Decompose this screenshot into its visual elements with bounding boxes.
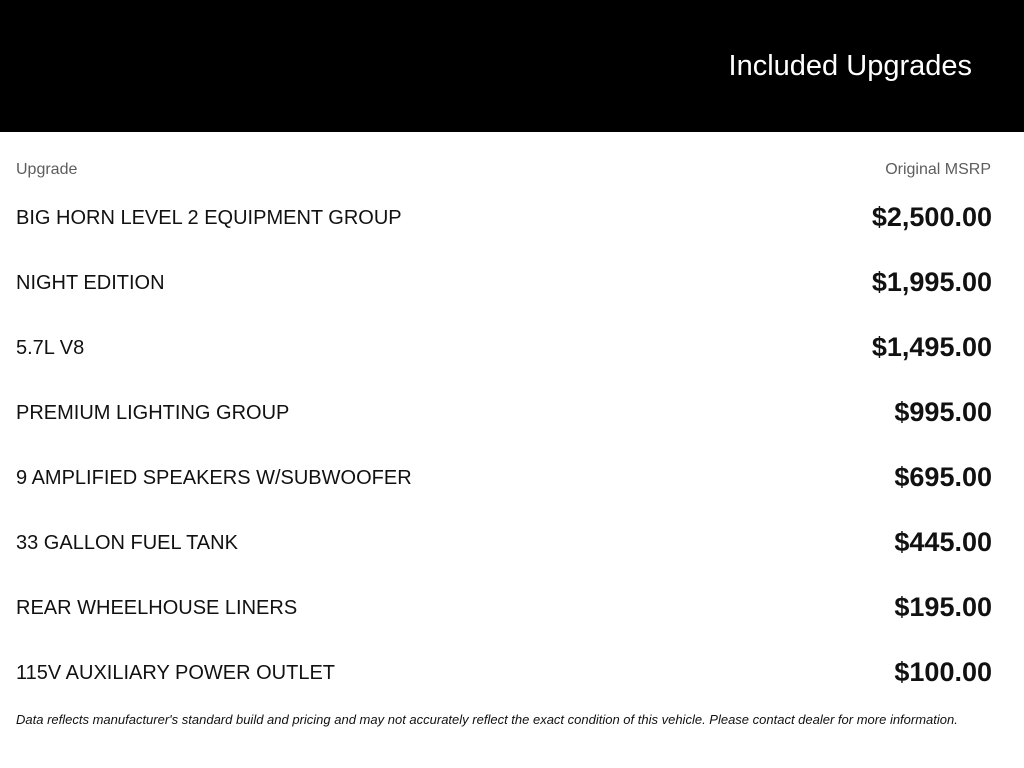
upgrade-name: 9 AMPLIFIED SPEAKERS W/SUBWOOFER <box>16 467 412 489</box>
upgrade-name: 115V AUXILIARY POWER OUTLET <box>16 662 336 684</box>
upgrade-name: PREMIUM LIGHTING GROUP <box>16 402 290 424</box>
upgrades-list <box>16 196 992 716</box>
upgrade-row <box>16 586 992 651</box>
upgrade-row <box>16 456 992 521</box>
upgrade-price: $995.00 <box>894 397 992 427</box>
upgrade-price: $100.00 <box>894 657 992 687</box>
upgrade-row <box>16 391 992 456</box>
upgrade-name: REAR WHEELHOUSE LINERS <box>16 597 298 619</box>
upgrade-row <box>16 261 992 326</box>
upgrade-name: 5.7L V8 <box>16 337 85 359</box>
upgrade-price: $1,495.00 <box>871 332 992 362</box>
upgrade-row <box>16 651 992 716</box>
upgrade-price: $195.00 <box>894 592 992 622</box>
upgrade-price: $2,500.00 <box>871 202 992 232</box>
upgrade-row <box>16 326 992 391</box>
column-headers <box>16 160 991 180</box>
page-title: Included Upgrades <box>728 50 972 82</box>
upgrade-price: $445.00 <box>894 527 992 557</box>
upgrade-name: BIG HORN LEVEL 2 EQUIPMENT GROUP <box>16 207 402 229</box>
upgrade-name: 33 GALLON FUEL TANK <box>16 532 238 554</box>
upgrade-price: $695.00 <box>894 462 992 492</box>
disclaimer-text: Data reflects manufacturer's standard build and pricing and may not accurately reflect the exact condition of this vehicle. Please contact dealer for more information. <box>16 712 958 727</box>
upgrade-row <box>16 521 992 586</box>
upgrade-column-header: Upgrade <box>16 161 78 178</box>
upgrade-row <box>16 196 992 261</box>
msrp-column-header: Original MSRP <box>885 161 991 178</box>
header-banner <box>0 0 1024 132</box>
upgrade-name: NIGHT EDITION <box>16 272 165 294</box>
upgrade-price: $1,995.00 <box>871 267 992 297</box>
